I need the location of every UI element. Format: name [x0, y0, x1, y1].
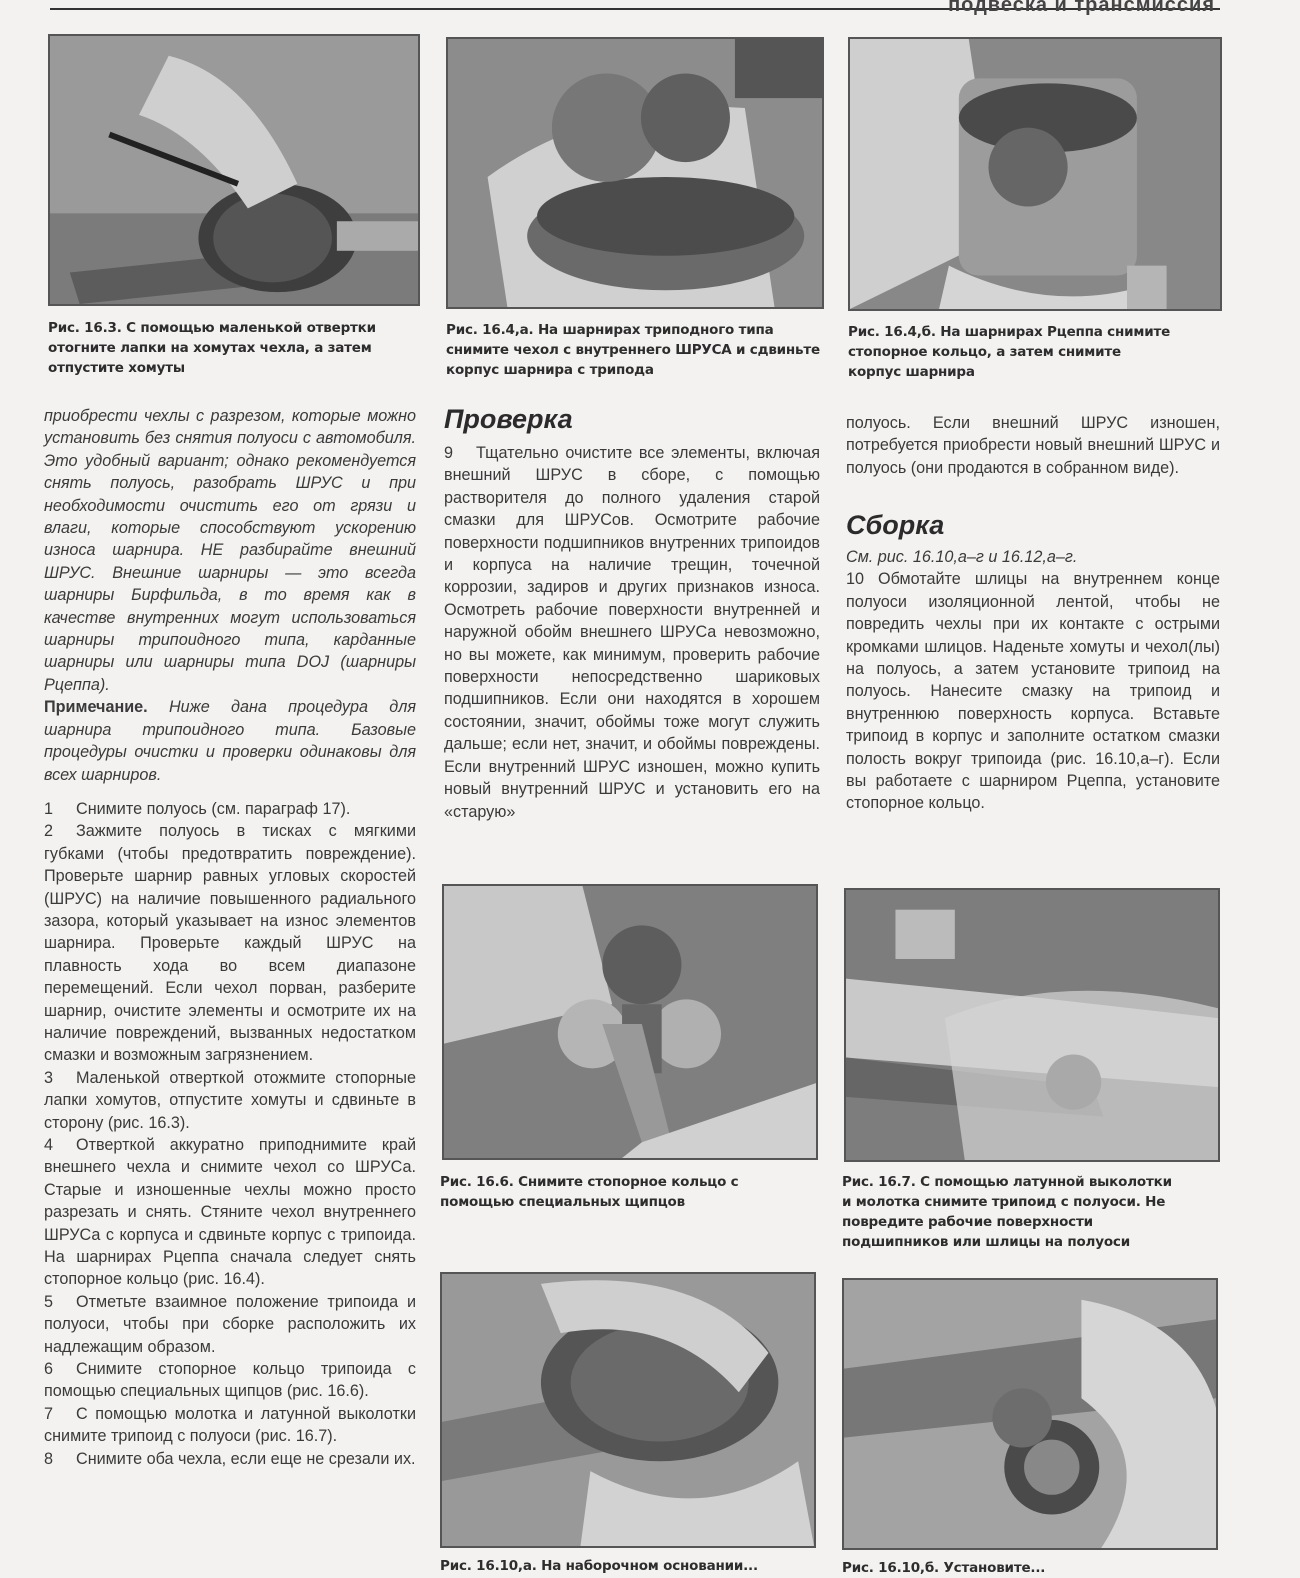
figure-reference: См. рис. 16.10,а–г и 16.12,а–г.	[846, 548, 1078, 566]
step-1: 1 Снимите полуось (см. параграф 17).	[44, 799, 351, 818]
note-label: Примечание.	[44, 698, 148, 717]
photo-fig-16-4b	[848, 37, 1222, 311]
caption-fig-16-7: Рис. 16.7. С помощью латунной выколотки и молотка снимите трипоид с полуоси. Не повредите рабочие поверхности подшипников или шлицы на полуоси	[842, 1174, 1172, 1250]
caption-fig-16-10a: Рис. 16.10,а. На наборочном основании...	[440, 1558, 758, 1574]
right-column-top	[846, 412, 1220, 479]
step-7: 7 С помощью молотка и латунной выколотки снимите трипоид с полуоси (рис. 16.7).	[44, 1404, 416, 1446]
step-4: 4 Отверткой аккуратно приподнимите край внешнего чехла и снимите чехол со ШРУСа. Старые и изношенные чехлы можно просто разрезать и снять. Стяните чехол внутреннего ШРУСа с корпуса и сдвиньте корпус с трипоида. На шарнирах Рцеппа сначала следует снять стопорное кольцо (рис. 16.4).	[44, 1136, 416, 1289]
caption-fig-16-10b: Рис. 16.10,б. Установите...	[842, 1560, 1046, 1576]
caption-fig-16-3: Рис. 16.3. С помощью маленькой отвертки отогните лапки на хомутах чехла, а затем отпустите хомуты	[48, 320, 376, 376]
step-2: 2 Зажмите полуось в тисках с мягкими губками (чтобы предотвратить повреждение). Проверьте шарнир равных угловых скоростей (ШРУС) на наличие повышенного радиального зазора, который указывает на износ элементов шарнира. Проверьте каждый ШРУС на плавность хода во всем диапазоне перемещений. Если чехол порван, разберите шарнир, очистите элементы и осмотрите их на наличие повреждений, вызванных недостатком смазки и возможным загрязнением.	[44, 822, 416, 1065]
step-6: 6 Снимите стопорное кольцо трипоида с помощью специальных щипцов (рис. 16.6).	[44, 1360, 416, 1401]
caption-fig-16-6: Рис. 16.6. Снимите стопорное кольцо с помощью специальных щипцов	[440, 1174, 739, 1210]
photo-fig-16-7	[844, 888, 1220, 1162]
right-column-bottom	[846, 546, 1220, 815]
step-3: 3 Маленькой отверткой отожмите стопорные лапки хомутов, отпустите хомуты и сдвиньте в сторону (рис. 16.3).	[44, 1068, 416, 1132]
photo-fig-16-4a	[446, 37, 824, 309]
step-9: 9 Тщательно очистите все элементы, включая внешний ШРУС в сборе, с помощью растворителя до полного удаления старой смазки для ШРУСов. Осмотрите рабочие поверхности подшипников внутренних трипоидов и корпуса на наличие трещин, точечной коррозии, задиров и других признаков износа. Осмотреть рабочие поверхности внутренней и наружной обойм внешнего ШРУСа невозможно, но вы можете, как минимум, проверить рабочие поверхности непосредственно шариковых подшипников. Если они находятся в хорошем состоянии, значит, обоймы тоже могут служить дальше; если нет, значит, и обоймы повреждены. Если внутренний ШРУС изношен, можно купить новый внутренний ШРУС и установить его на «старую»	[444, 444, 820, 821]
photo-fig-16-3	[48, 34, 420, 306]
heading-sborka: Сборка	[846, 510, 945, 540]
note-text: Ниже дана процедура для шарнира трипоидного типа. Базовые процедуры очистки и проверки одинаковы для всех шарниров.	[44, 698, 416, 784]
step-5: 5 Отметьте взаимное положение трипоида и полуоси, чтобы при сборке расположить их надлежащим образом.	[44, 1292, 416, 1356]
caption-fig-16-4a: Рис. 16.4,а. На шарнирах триподного типа снимите чехол с внутреннего ШРУСА и сдвиньте корпус шарнира с трипода	[446, 322, 820, 378]
continued-paragraph: полуось. Если внешний ШРУС изношен, потребуется приобрести новый внешний ШРУС и полуось (они продаются в собранном виде).	[846, 414, 1220, 477]
photo-fig-16-10a	[440, 1272, 816, 1548]
heading-proverka: Проверка	[444, 404, 573, 434]
photo-fig-16-10b	[842, 1278, 1218, 1550]
intro-paragraph: приобрести чехлы с разрезом, которые можно установить без снятия полуоси с автомобиля. Это удобный вариант; однако рекомендуется снять полуось, разобрать ШРУС и при необходимости очистить его от грязи и влаги, которые способствуют ускорению износа шарнира. НЕ разбирайте внешний ШРУС. Внешние шарниры — это всегда шарниры Бирфильда, в то время как в качестве внутренних могут использоваться шарниры трипоидного типа, карданные шарниры или шарниры типа DOJ (шарниры Рцеппа).	[44, 407, 416, 694]
step-8: 8 Снимите оба чехла, если еще не срезали их.	[44, 1449, 416, 1468]
caption-fig-16-4b: Рис. 16.4,б. На шарнирах Рцеппа снимите стопорное кольцо, а затем снимите корпус шарнира	[848, 324, 1171, 380]
step-10: 10 Обмотайте шлицы на внутреннем конце полуоси изоляционной лентой, чтобы не повредить чехлы при их контакте с острыми кромками шлицов. Наденьте хомуты и чехол(лы) на полуось, а затем установите трипоид на полуось. Нанесите смазку на трипоид и внутреннюю поверхность корпуса. Вставьте трипоид в корпус и заполните остатком смазки полость вокруг трипоида (рис. 16.10,а–г). Если вы работаете с шарниром Рцеппа, установите стопорное кольцо.	[846, 570, 1220, 813]
note-paragraph	[44, 696, 416, 786]
middle-column	[444, 442, 820, 823]
left-column	[44, 405, 416, 1470]
photo-fig-16-6	[442, 884, 818, 1160]
running-header: подвеска и трансмиссия	[948, 0, 1215, 16]
